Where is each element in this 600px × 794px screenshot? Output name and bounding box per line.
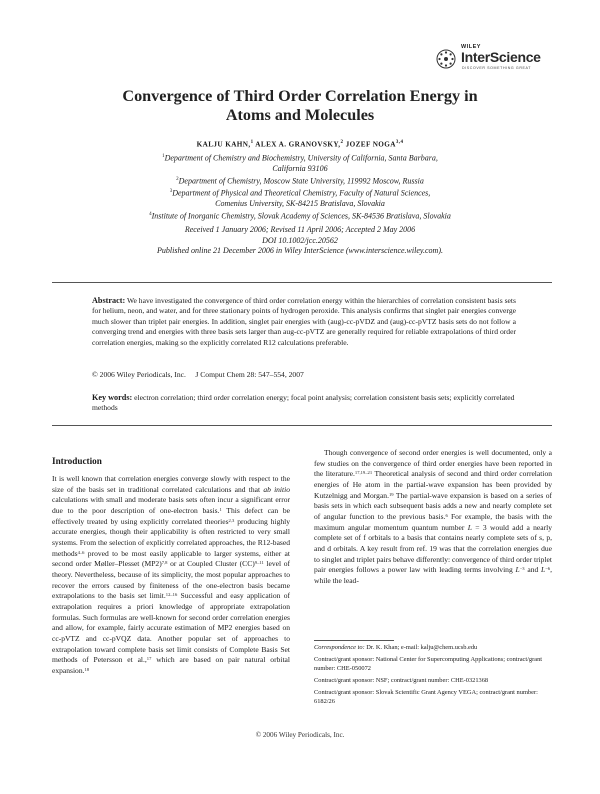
footnote-rule (314, 640, 394, 641)
text-run: This defect can be effectively treated by using explicitly correlated theories (52, 505, 291, 526)
author-noga: JOZEF NOGA (345, 140, 396, 149)
text-run: The partial-wave expansion is based on a series of basis sets in which each subsequent basis adds a new and nearly complete set of angular function to the previous basis. (314, 490, 552, 521)
author-noga-sup: 3,4 (395, 140, 404, 145)
citation-ref: 2,3 (228, 517, 235, 523)
citation-ref: 17,19–21 (354, 470, 373, 476)
text-run: calculations with small and moderate basis sets often incur a significant error due to the poor description of one-electron basis. (52, 495, 290, 515)
text-run: For example, the basis with the maximum angular momentum quantum number (314, 511, 552, 532)
wiley-globe-icon (436, 49, 456, 69)
affiliation-3-cont: Comenius University, SK-84215 Bratislava, Slovakia (215, 199, 385, 209)
author-list (60, 140, 540, 148)
citation-ref: 18 (84, 666, 90, 672)
affiliation-2: $^2$Department of Chemistry, Moscow State University, 119992 Moscow, Russia (176, 176, 424, 186)
footnote-correspondence: Correspondence to: Dr. K. Khan; e-mail: kalju@chem.ucsb.edu (314, 644, 478, 651)
footnote-grant-2: Contract/grant sponsor: NSF; contract/grant number: CHE-0321368 (314, 676, 489, 684)
citation-ref: 4–6 (77, 549, 85, 555)
author-kahn-sup: 1 (250, 140, 254, 145)
footnotes (314, 644, 552, 710)
abstract-bottom-rule (52, 425, 552, 426)
text-run: or at Coupled Cluster (CC) (167, 559, 255, 569)
text-run: which are based on pair natural orbital expansion. (52, 655, 290, 675)
page-footer: © 2006 Wiley Periodicals, Inc. (255, 731, 345, 739)
keywords (92, 393, 516, 414)
text-run: Though convergence of second order energies is well documented, only a few studies on the convergence of third order energies have been reported in the literature. (314, 448, 552, 479)
received-dates: Received 1 January 2006; Revised 11 April 2006; Accepted 2 May 2006 (184, 225, 416, 234)
text-run: L (541, 565, 546, 575)
author-granovsky: ALEX A. GRANOVSKY, (255, 140, 341, 149)
doi: DOI 10.1002/jcc.20562 (262, 235, 338, 245)
text-run: Successful and easy application of extrapolation requires a priori knowledge of appropriate extrapolation formulas. Such formulas are well-known for second order correlation energies and allow, for example, fairly accurate estimation of MP2 energies based on cc-pVTZ and cc-pVQZ data. Another popular set of approaches to extrapolation toward complete basis set limit consists of Complete Basis Set methods of Petersson et al., (52, 591, 290, 665)
title-line-2: Atoms and Molecules (225, 106, 375, 124)
citation-ref: −3 (519, 566, 525, 572)
publisher-logo (436, 43, 566, 77)
title-line-1: Convergence of Third Order Correlation Energy in (122, 87, 478, 105)
author-granovsky-sup: 2 (340, 140, 344, 145)
text-run: and (524, 565, 542, 575)
affiliation-1-cont: California 93106 (272, 164, 328, 174)
text-run: level of theory. Nevertheless, because of its simplicity, the most popular approaches to recover the errors caused by finiteness of the one-electron basis became extrapolations to the basis set limit. (52, 559, 290, 601)
text-run: Theoretical analysis of second and third order correlation energies of He atom in the partial-wave expansion has been provided by Kutzelnigg and Morgan. (314, 469, 552, 500)
logo-tagline: DISCOVER SOMETHING GREAT (462, 66, 532, 70)
footnote-grant-1: Contract/grant sponsor: National Center for Supercomputing Applications; contract/grant number: CHE-050072 (314, 656, 543, 672)
citation-ref: 6 (445, 512, 448, 518)
affiliation-1: $^1$Department of Chemistry and Biochemistry, University of California, Santa Barbara, (162, 153, 438, 163)
keywords-label: Key words: (92, 393, 133, 402)
footnote-grant-3: Contract/grant sponsor: Slovak Scientific Grant Agency VEGA; contract/grant number: 6182/26 (314, 689, 538, 705)
body-column-left (52, 474, 290, 676)
paper-title (60, 87, 540, 125)
text-run: It is well known that correlation energies converge slowly with respect to the size of the basis set in traditional correlated calculations and that (52, 474, 290, 494)
text-run: producing highly accurate energies, though their applicability is often restricted to very small systems. From the selection of explicitly correlated approaches, the R12-based methods (52, 516, 290, 558)
citation-ref: 12–16 (165, 592, 178, 598)
citation-ref: 9–11 (254, 560, 264, 566)
text-run: proved to be most easily applicable to larger systems, either at second order Møller–Plesset (MP2) (52, 548, 290, 569)
affiliation-4: $^4$Institute of Inorganic Chemistry, Slovak Academy of Sciences, SK-84536 Bratislava, Slovakia (149, 211, 451, 221)
body-column-right (314, 448, 552, 587)
citation-ref: 1 (219, 506, 222, 512)
text-run: , while the lead- (314, 565, 552, 585)
published-online: Published online 21 December 2006 in Wiley InterScience (www.interscience.wiley.com). (157, 246, 443, 255)
publication-dates (60, 225, 540, 257)
copyright-citation: © 2006 Wiley Periodicals, Inc. J Comput Chem 28: 547–554, 2007 (92, 370, 304, 379)
text-run: = 3 would add a nearly complete set of f orbitals to a basis that contains nearly complete sets of s, p, and d orbitals. A key result from ref. 19 was that the correlation energies due to singlet and triplet pairs behave differently: convergence of third order triplet pair energies follows a power law with leading terms involving (314, 522, 552, 575)
intro-paragraph-2 (314, 448, 552, 587)
citation-ref: −6 (545, 566, 551, 572)
affiliation-3: $^3$Department of Physical and Theoretical Chemistry, Faculty of Natural Sciences, (169, 188, 431, 198)
abstract-top-rule (52, 282, 552, 283)
citation-ref: 17 (146, 656, 152, 662)
text-run: L (467, 522, 472, 532)
affiliations (70, 152, 530, 222)
abstract (92, 296, 516, 348)
introduction-heading: Introduction (52, 456, 102, 466)
intro-paragraph-1 (52, 474, 290, 676)
abstract-text: We have investigated the convergence of third order correlation energy within the hierarchies of correlation consistent basis sets for helium, neon, and water, and for three stationary points of hydrogen peroxide. This analysis confirms that singlet pair energies converge much slower than triplet pair energies. In addition, singlet pair energies with (aug)-cc-pVDZ and (aug)-cc-pVTZ basis sets do not follow a converging trend and energies with three basis sets larger than aug-cc-pVTZ are generally required for reliable extrapolations of third order correlation energies, making so the explicitly correlated R12 calculations preferable. (92, 296, 516, 347)
text-run: L (515, 565, 520, 575)
citation-ref: 19 (388, 491, 394, 497)
text-run: ab initio (263, 484, 291, 494)
author-kahn: KALJU KAHN, (196, 140, 251, 149)
logo-brand-text: InterScience (461, 49, 541, 65)
logo-publisher-text: WILEY (461, 44, 481, 50)
abstract-label: Abstract: (92, 296, 126, 305)
citation-ref: 7,8 (161, 560, 168, 566)
keywords-text: electron correlation; third order correlation energy; focal point analysis; correlation consistent basis sets; explicitly correlated methods (92, 393, 515, 413)
